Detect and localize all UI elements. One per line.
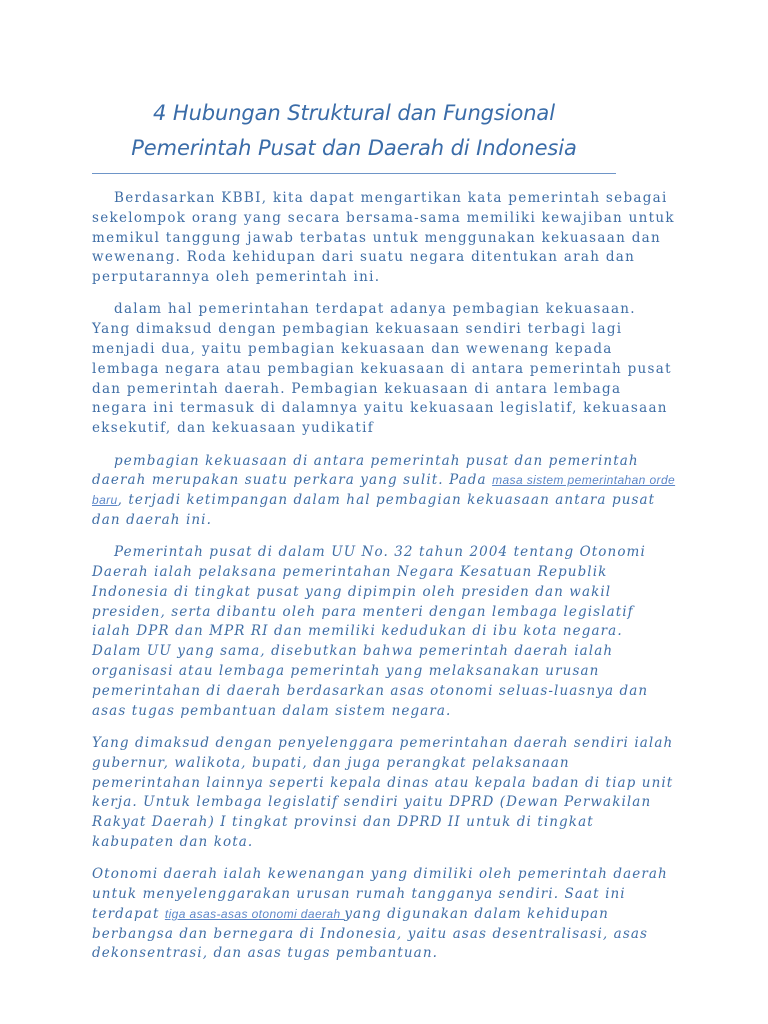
paragraph-4: Pemerintah pusat di dalam UU No. 32 tahun 2004 tentang Otonomi Daerah ialah pelaksana pemerintahan Negara Kesatuan Republik Indonesia di tingkat pusat yang dipimpin oleh presiden dan wakil presiden, serta dibantu oleh para menteri dengan lembaga legislatif ialah DPR dan MPR RI dan memiliki kedudukan di ibu kota negara. Dalam UU yang sama, disebutkan bahwa pemerintah daerah ialah organisasi atau lembaga pemerintah yang melaksanakan urusan pemerintahan di daerah berdasarkan asas otonomi seluas-luasnya dan asas tugas pembantuan dalam sistem negara. [92, 544, 649, 719]
paragraph-3 [92, 452, 676, 531]
link-asas-otonomi-daerah[interactable]: tiga asas-asas otonomi daerah [164, 906, 345, 921]
title-line-1: 4 Hubungan Struktural dan Fungsional [153, 101, 555, 125]
link-orde-baru[interactable]: masa sistem pemerintahan orde baru [92, 473, 676, 508]
title-block [92, 96, 616, 166]
title-line-2: Pemerintah Pusat dan Daerah di Indonesia [131, 136, 577, 160]
paragraph-5: Yang dimaksud dengan penyelenggara pemerintahan daerah sendiri ialah gubernur, walikota, bupati, dan juga perangkat pelaksanaan pemerintahan lainnya seperti kepala dinas atau kepala badan di tiap unit kerja. Untuk lembaga legislatif sendiri yaitu DPRD (Dewan Perwakilan Rakyat Daerah) I tingkat provinsi dan DPRD II untuk di tingkat kabupaten dan kota. [92, 734, 674, 850]
paragraph-2: dalam hal pemerintahan terdapat adanya pembagian kekuasaan. Yang dimaksud dengan pembagian kekuasaan sendiri terbagi lagi menjadi dua, yaitu pembagian kekuasaan dan wewenang kepada lembaga negara atau pembagian kekuasaan di antara pemerintah pusat dan pemerintah daerah. Pembagian kekuasaan di antara lembaga negara ini termasuk di dalamnya yaitu kekuasaan legislatif, kekuasaan eksekutif, dan kekuasaan yudikatif [92, 301, 672, 437]
title-divider [92, 173, 616, 174]
paragraph-6 [92, 865, 676, 964]
paragraph-1: Berdasarkan KBBI, kita dapat mengartikan kata pemerintah sebagai sekelompok orang yang secara bersama-sama memiliki kewajiban untuk memikul tanggung jawab terbatas untuk menggunakan kekuasaan dan wewenang. Roda kehidupan dari suatu negara ditentukan arah dan perputarannya oleh pemerintah ini. [92, 190, 675, 286]
paragraph-3-text-before: pembagian kekuasaan di antara pemerintah pusat dan pemerintah daerah merupakan suatu perkara yang sulit. Pada [92, 452, 639, 489]
paragraph-6-text-before: Otonomi daerah ialah kewenangan yang dimiliki oleh pemerintah daerah untuk menyelenggarakan urusan rumah tangganya sendiri. Saat ini terdapat [92, 866, 668, 922]
paragraph-6-text-after: yang digunakan dalam kehidupan berbangsa dan bernegara di Indonesia, yaitu asas desentralisasi, asas dekonsentrasi, dan asas tugas pembantuan. [92, 905, 649, 962]
paragraph-3-text-after: , terjadi ketimpangan dalam hal pembagian kekuasaan antara pusat dan daerah ini. [92, 492, 656, 528]
document-body [92, 189, 676, 977]
